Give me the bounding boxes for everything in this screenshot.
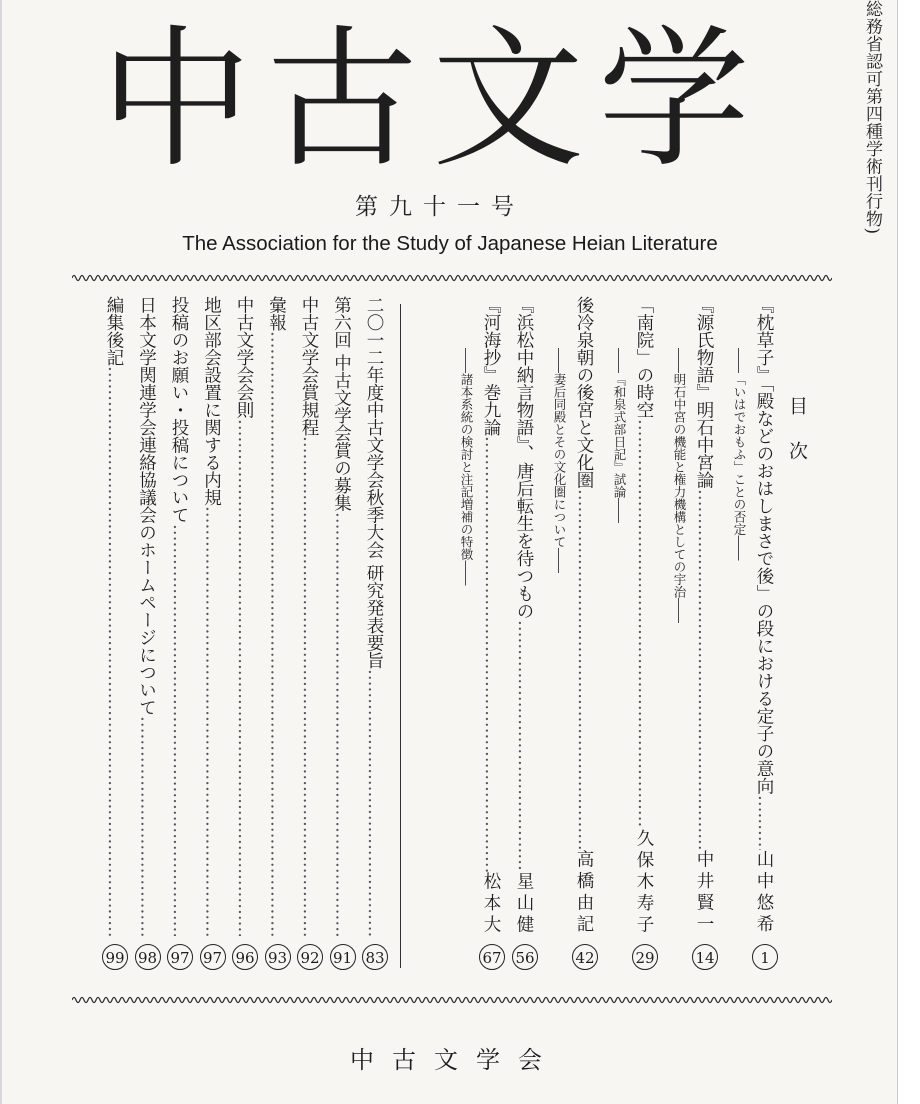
title-char: 中 — [100, 11, 252, 188]
page-number-badge: 42 — [572, 944, 598, 970]
toc-entry-line — [510, 296, 540, 936]
toc-heading: 目次 — [786, 396, 808, 486]
toc-entry-title: 二〇一二年度中古文学会秋季大会 研究発表要旨 — [364, 296, 384, 670]
toc-entry-author: 星山健 — [514, 871, 534, 936]
toc-entry — [360, 296, 390, 982]
toc-entry-title: 投稿のお願い・投稿について — [169, 296, 189, 524]
toc-entry-title: 第六回 中古文学会賞の募集 — [331, 296, 352, 512]
toc-entry-author: 久保木寿子 — [634, 828, 654, 936]
page-number-badge: 91 — [330, 944, 356, 970]
dot-leader — [98, 366, 130, 936]
wavy-rule-bottom — [72, 994, 832, 1006]
page-number-badge: 96 — [232, 944, 258, 970]
table-of-contents — [72, 296, 832, 986]
toc-entry — [606, 296, 660, 982]
toc-entry — [666, 296, 720, 982]
toc-entry-subtitle: ――明石中宮の機能と権力機構としての宇治―― — [672, 348, 687, 623]
title-char: 古 — [266, 11, 418, 188]
toc-entry-subtitle: ――諸本系統の検討と注記増補の特徴―― — [459, 348, 474, 586]
toc-entry-line — [165, 296, 195, 936]
journal-title — [100, 11, 750, 188]
toc-entry — [133, 296, 163, 982]
toc-entry-line — [750, 296, 780, 936]
page-number-badge: 97 — [200, 944, 226, 970]
toc-entry-line — [570, 296, 600, 936]
toc-entry-author: 中井賢一 — [694, 850, 714, 936]
dot-leader — [131, 716, 163, 936]
toc-entry-line — [263, 296, 293, 936]
dot-leader — [163, 524, 195, 937]
dot-leader — [628, 419, 660, 829]
toc-entry — [165, 296, 195, 982]
dot-leader — [196, 506, 228, 936]
toc-entry — [328, 296, 358, 982]
dot-leader — [326, 512, 358, 936]
toc-entry-title: 『河海抄』巻九論 — [481, 296, 501, 436]
toc-entry-line — [630, 296, 660, 936]
english-subtitle: The Association for the Study of Japanese Heian Literature — [182, 232, 718, 255]
issue-number: 第九十一号 — [355, 194, 525, 220]
dot-leader — [228, 419, 260, 937]
toc-entry-title: 『浜松中納言物語』、唐后転生を待つもの — [514, 296, 534, 620]
page-number-badge: 29 — [632, 944, 658, 970]
toc-entry-line — [133, 296, 163, 936]
toc-entry — [726, 296, 780, 982]
toc-entry — [546, 296, 600, 982]
toc-entry-subtitle: ――「いはでおもふ」ことの否定―― — [732, 348, 747, 561]
toc-entry-line — [198, 296, 228, 936]
dot-leader — [508, 620, 540, 872]
toc-entry — [453, 296, 507, 982]
toc-entry — [510, 296, 540, 982]
title-char: 文 — [432, 11, 584, 188]
page-number-badge: 56 — [512, 944, 538, 970]
page-edge-left — [0, 0, 2, 1104]
wavy-rule-top — [72, 272, 832, 284]
toc-entry-title: 「南院」の時空 — [634, 296, 654, 419]
page-number-badge: 92 — [297, 944, 323, 970]
toc-entry-title: 『源氏物語』明石中宮論 — [694, 296, 714, 489]
dot-leader — [688, 489, 720, 851]
dot-leader — [261, 331, 293, 936]
page-number-badge: 98 — [135, 944, 161, 970]
page-number-badge: 97 — [167, 944, 193, 970]
toc-entry-subtitle: ――妻后同殿とその文化圏について―― — [552, 348, 567, 573]
toc-entry-title: 後冷泉朝の後宮と文化圏 — [574, 296, 594, 489]
dot-leader — [293, 436, 325, 936]
title-char: 学 — [598, 11, 750, 188]
toc-entry — [198, 296, 228, 982]
page-number-badge: 99 — [102, 944, 128, 970]
page-edge-right — [897, 0, 920, 1104]
column-divider — [400, 304, 401, 968]
dot-leader — [568, 489, 600, 851]
dot-leader — [748, 795, 780, 850]
toc-entry-line — [295, 296, 325, 936]
toc-entry-title: 日本文学関連学会連絡協議会のホームページについて — [136, 296, 157, 716]
toc-entry-author: 松本大 — [481, 871, 501, 936]
approval-notice: 総務省認可第四種学術刊行物) — [862, 0, 882, 235]
toc-entry-subtitle: ――『和泉式部日記』試論―― — [612, 348, 627, 523]
toc-entry — [230, 296, 260, 982]
toc-entry-author: 山中悠希 — [754, 850, 774, 936]
toc-entry-line — [100, 296, 130, 936]
publisher-name: 中古文学会 — [350, 1046, 560, 1074]
toc-entry-title: 彙報 — [266, 296, 287, 331]
page-number-badge: 14 — [692, 944, 718, 970]
toc-entry-title: 中古文学会会則 — [234, 296, 254, 419]
toc-entry-line — [230, 296, 260, 936]
toc-entry — [295, 296, 325, 982]
toc-entry-line — [477, 296, 507, 936]
dot-leader — [358, 669, 390, 936]
toc-entry-title: 中古文学会賞規程 — [299, 296, 319, 436]
page-number-badge: 83 — [362, 944, 388, 970]
page-number-badge: 1 — [752, 944, 778, 970]
toc-entry-line — [360, 296, 390, 936]
toc-entry-line — [690, 296, 720, 936]
toc-entry-author: 高橋由記 — [574, 850, 594, 936]
page-number-badge: 93 — [265, 944, 291, 970]
toc-entry — [100, 296, 130, 982]
toc-entry-title: 地区部会設置に関する内規 — [201, 296, 222, 506]
toc-entry-title: 『枕草子』「殿などのおはしまさで後」の段における定子の意向 — [754, 296, 774, 795]
toc-entry-line — [328, 296, 358, 936]
dot-leader — [475, 436, 507, 872]
toc-entry-title: 編集後記 — [104, 296, 124, 366]
toc-entry — [263, 296, 293, 982]
page-number-badge: 67 — [479, 944, 505, 970]
